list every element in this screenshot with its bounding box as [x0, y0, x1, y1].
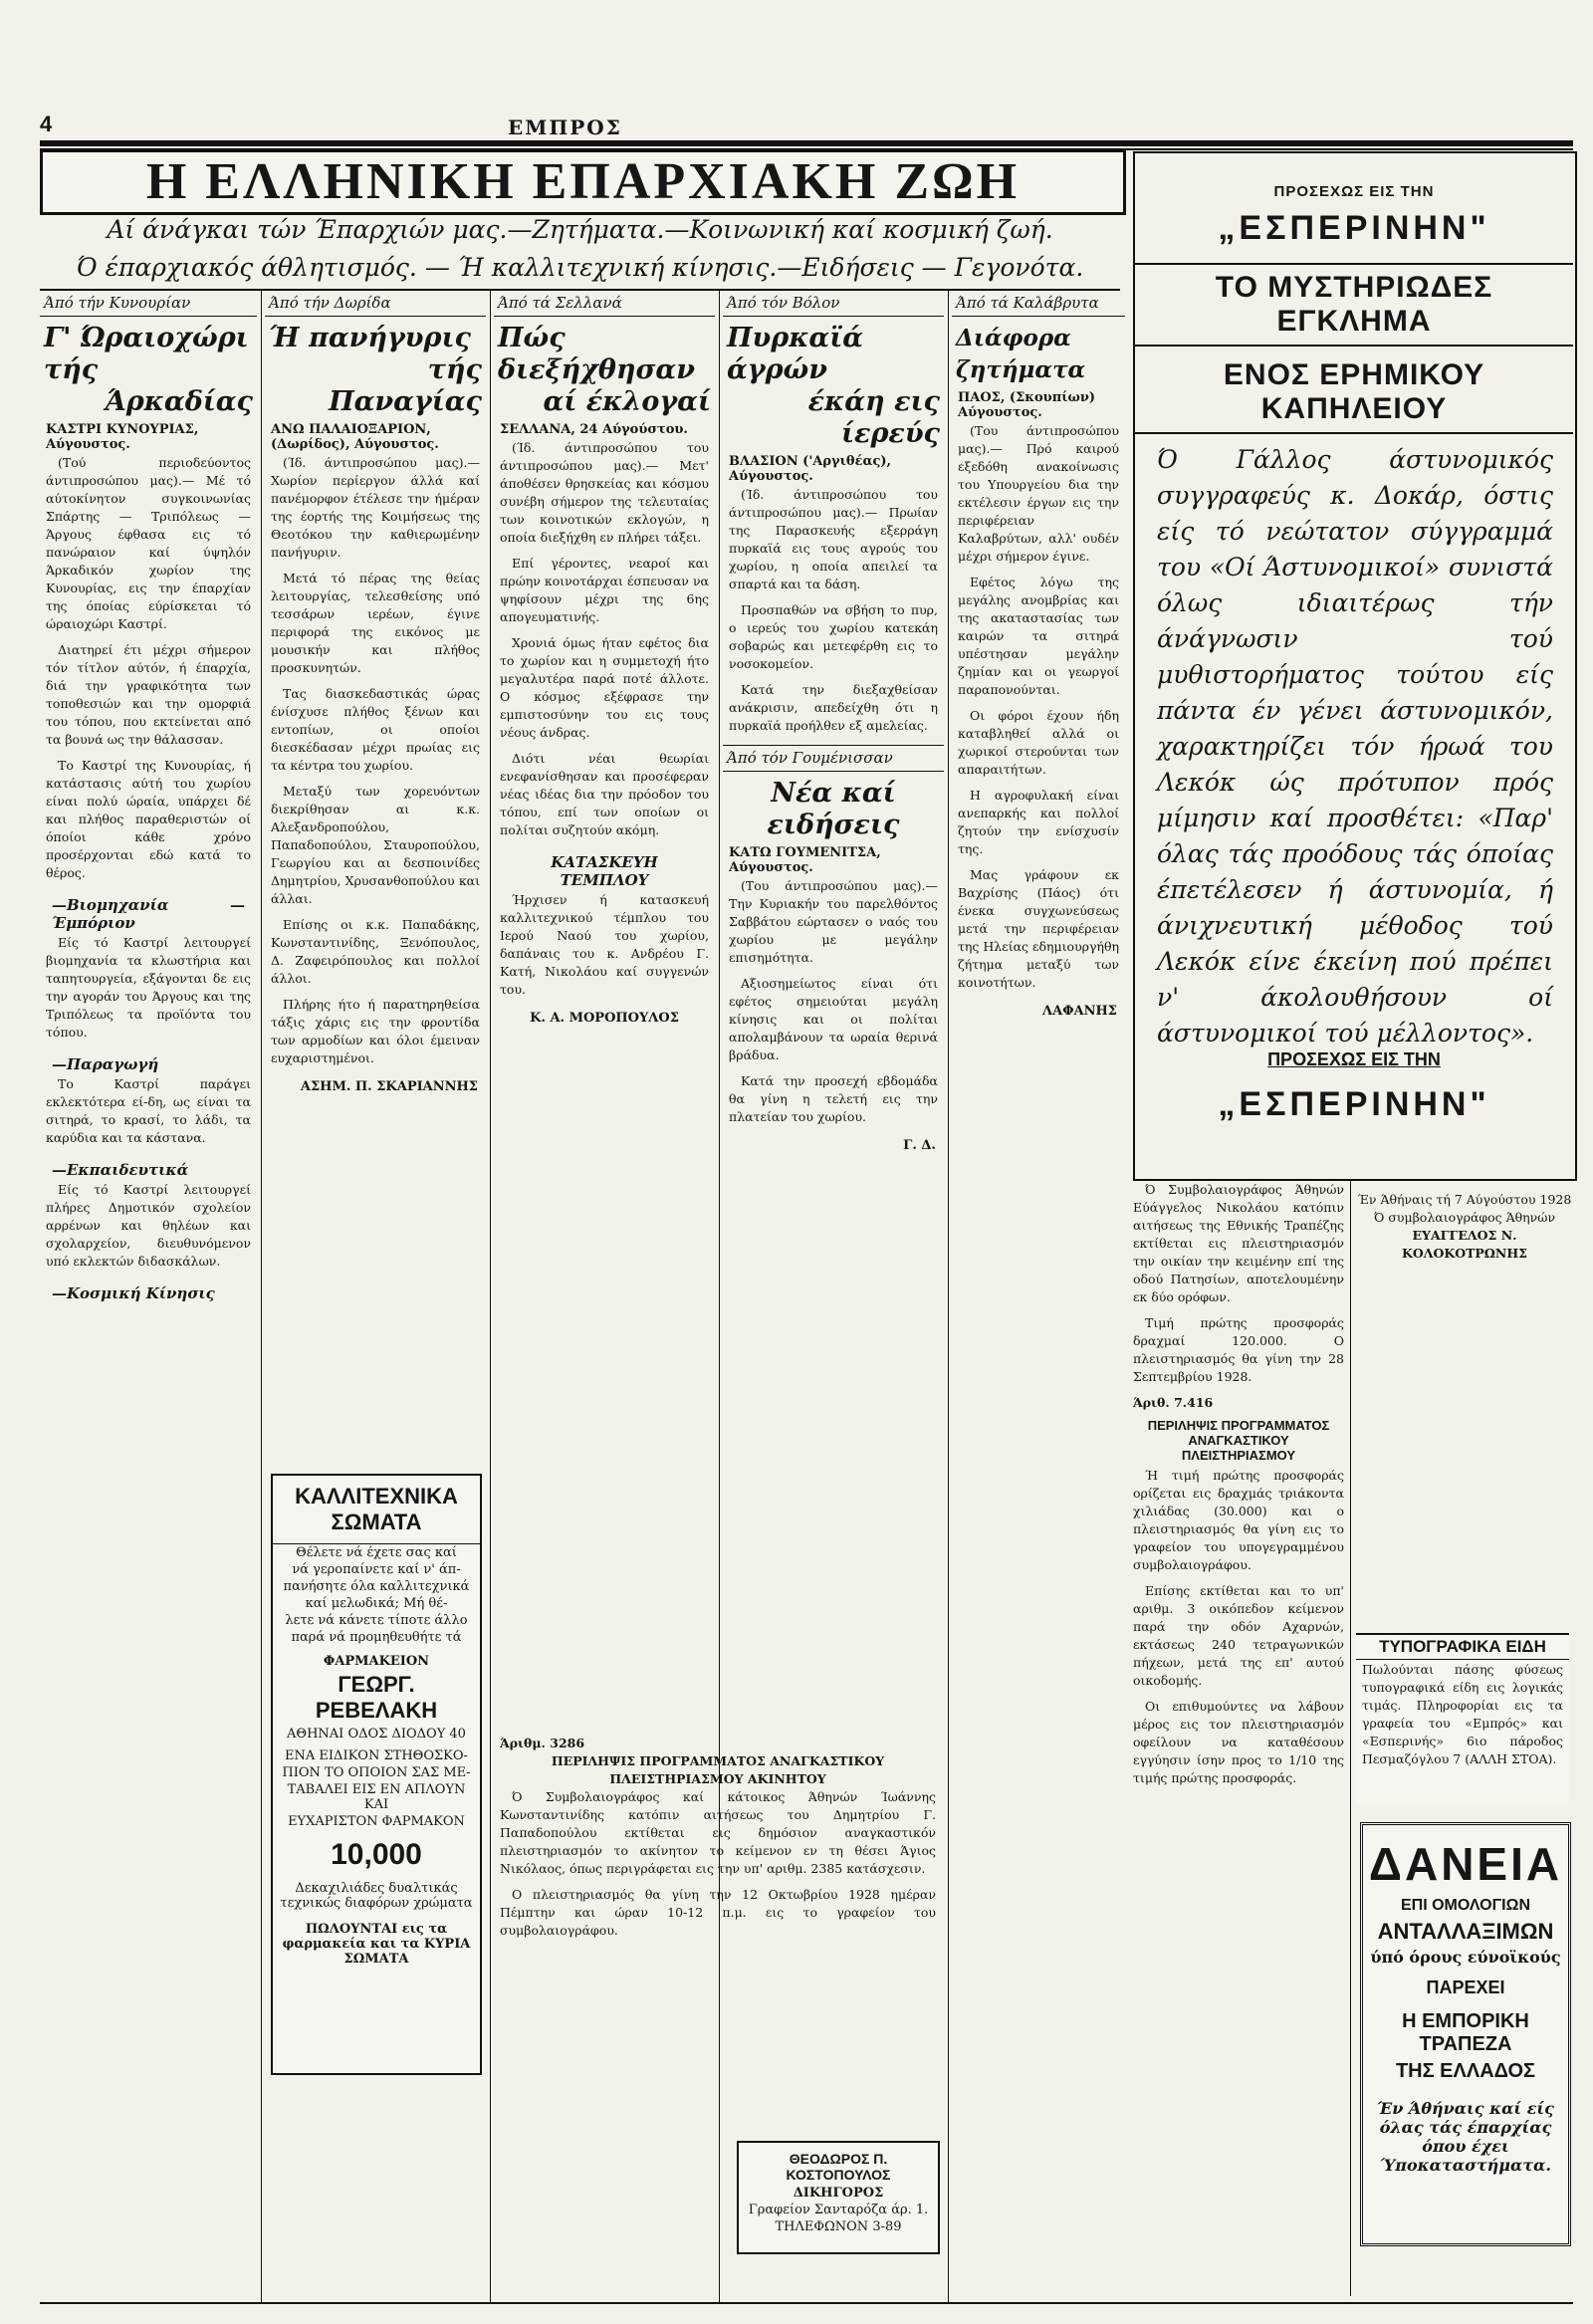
top-rule	[40, 140, 1573, 146]
article-body	[40, 452, 257, 1306]
paragraph: Χρονιά όμως ήταν εφέτος δια το χωρίον και η συμμετοχή ήτο μεγαλυτέρα παρά ποτέ άλλοτε. Ο κόσμος εξέφρασε την εμπιστοσύνην του εις τους νέους άνδρας.	[500, 635, 709, 740]
article-dateline: ΣΕΛΛΑΝΑ, 24 Αύγούστου.	[500, 422, 688, 437]
ad-line: παρά νά προμηθευθήτε τά	[291, 1630, 462, 1645]
subsection-heading: —Παραγωγή	[52, 1055, 159, 1073]
article-signature: ΛΑΦΑΝΗΣ	[1042, 1004, 1117, 1019]
paragraph: Τας διασκεδαστικάς ώρας ένίσχυσε πλήθος ξένων και εντοπίων, οι οποίοι διεσκέδασαν μέχρι πρωίας εις τα κέντρα του χωρίου.	[271, 686, 480, 773]
notice-number: Άριθ. 7.416	[1133, 1395, 1214, 1410]
ad-bank-name: Η ΕΜΠΟΡΙΚΗ ΤΡΑΠΕΖΑ	[1402, 2010, 1529, 2055]
paragraph: Μετά τό πέρας της θείας λειτουργίας, τελεσθείσης υπό τεσσάρων ιερέων, έγινε περιφορά της εικόνος με μουσικήν και πλήθος προσκυνητών.	[271, 571, 480, 675]
article-dateline: ΚΑΣΤΡΙ ΚΥΝΟΥΡΙΑΣ, Αύγουστος.	[46, 422, 199, 452]
ad-line: ΤΑΒΑΛΕΙ ΕΙΣ ΕΝ ΑΠΛΟΥΝ ΚΑΙ	[287, 1782, 466, 1812]
section-label: Άπό τόν Βόλον	[723, 291, 944, 317]
article-dateline: ΠΑΟΣ, (Σκουπίων) Αύγουστος.	[958, 390, 1096, 420]
paragraph: Αξιοσημείωτος είναι ότι εφέτος σημειούται μεγάλη κίνησις και οι πολίται απολαμβάνουν τα ωραία θερινά βράδυα.	[729, 976, 938, 1062]
notice-title: ΠΕΡΙΛΗΨΙΣ ΠΡΟΓΡΑΜΜΑΤΟΣ ΑΝΑΓΚΑΣΤΙΚΟΥ ΠΛΕΙΣΤΗΡΙΑΣΜΟΥ	[1147, 1418, 1330, 1463]
article-headline: Ή πανήγυρις	[269, 323, 471, 353]
ad-text: Πωλούνται πάσης φύσεως τυπογραφικά είδη εις λογικάς τιμάς. Πληροφορίαι εις τα γραφεία του «Εμπρός» και «Εσπερινής» 6ιο πάροδος Πεσμαζόγλου 7 (ΑΛΛΗ ΣΤΟΑ).	[1362, 1662, 1563, 1766]
article-body	[494, 437, 715, 1009]
article-headline: Διάφορα ζητήματα	[956, 325, 1086, 383]
subsection-heading: —Κοσμική Κίνησις	[52, 1284, 215, 1302]
ad-phone: ΤΗΛΕΦΩΝΟΝ 3-89	[775, 2219, 902, 2234]
section-banner	[40, 149, 1126, 215]
ad-kallitexnika-somata	[271, 1474, 482, 2075]
lower-right-column-b	[1356, 1181, 1573, 1609]
page-number: 4	[40, 112, 53, 136]
notice-title: ΠΕΡΙΛΗΨΙΣ ΠΡΟΓΡΑΜΜΑΤΟΣ ΑΝΑΓΚΑΣΤΙΚΟΥ ΠΛΕΙΣΤΗΡΙΑΣΜΟΥ ΑΚΙΝΗΤΟΥ	[551, 1753, 885, 1786]
banner-title: Η ΕΛΛΗΝΙΚΗ ΕΠΑΡΧΙΑΚΗ ΖΩΗ	[145, 153, 1021, 210]
paragraph: Οι επιθυμούντες να λάβουν μέρος εις τον πλειστηριασμόν οφείλουν να καταθέσουν εγγύησιν ίσην προς το 1/10 της τιμής πρώτης προσφοράς.	[1133, 1699, 1344, 1785]
article-dateline: ΑΝΩ ΠΑΛΑΙΟΞΑΡΙΟΝ, (Δωρίδος), Αύγουστος.	[271, 422, 439, 452]
section-label: Άπό τά Καλάβρυτα	[952, 291, 1125, 317]
ad-title: ΤΥΠΟΓΡΑΦΙΚΑ ΕΙΔΗ	[1356, 1635, 1569, 1660]
paragraph: Εφέτος λόγω της μεγάλης ανομβρίας και της ακαταστασίας των καιρών τα σιτηρά υπέστησαν μεγάλην ζημίαν και οι γεωργοί παραπονούνται.	[958, 575, 1119, 697]
subsection-heading: —Βιομηχανία —Έμπόριον	[52, 896, 245, 932]
article-headline-2: τής Παναγίας	[329, 354, 482, 417]
paragraph: (Τού περιοδεύοντος άντιπροσώπου μας).— Μέ τό αύτοκίνητον συγκοινωνίας Σπάρτης — Τριπόλεως — Άργους έφθασα εις τό πανώραιον καί ύψηλόν Άρκαδικόν χωρίον της Κυνουρίας, εις την έπαρχίαν της όποίας εύρίσκεται τό ώραιοχώρι Καστρί.	[46, 455, 251, 631]
column-kynouria	[40, 291, 257, 2322]
ad-name: ΘΕΟΔΩΡΟΣ Π. ΚΟΣΤΟΠΟΥΛΟΣ	[786, 2151, 891, 2183]
paragraph: Διατηρεί έτι μέχρι σήμερον τόν τίτλον αύτόν, ή έπαρχία, διά την γραφικότητα των τοποθεσιών και την ομορφιά του τόπου, που εκτείνεται από τα βουνά ως την θάλασσαν.	[46, 642, 251, 747]
paragraph: Μας γράφουν εκ Βαχρίσης (Πάος) ότι ένεκα συγχωνεύσεως μετά την περιφέρειαν της Ηλείας εδημιουργήθη ζήτημα μεταξύ των κοινοτήτων.	[958, 867, 1119, 990]
paper-name: ΕΜΠΡΟΣ	[508, 116, 622, 139]
ad-role: ΔΙΚΗΓΟΡΟΣ	[793, 2186, 884, 2201]
article-headline: Πώς διεξήχθησαν	[498, 323, 695, 385]
promo-notice-2: ΠΡΟΣΕΧΩΣ ΕΙΣ ΤΗΝ	[1267, 1049, 1441, 1069]
column-divider	[261, 291, 262, 2302]
ad-line: ΕΥΧΑΡΙΣΤΟΝ ΦΑΡΜΑΚΟΝ	[288, 1814, 465, 1829]
paragraph: Ήρχισεν ή κατασκευή καλλιτεχνικού τέμπλου του Ιερού Ναού του χωρίου, δαπάναις του κ. Ανδρέου Γ. Κατή, Νικολάου καί συγγενών του.	[500, 892, 709, 997]
promo-headline-2: ΕΝΟΣ ΕΡΗΜΙΚΟΥ ΚΑΠΗΛΕΙΟΥ	[1135, 352, 1573, 434]
promo-paper: „ΕΣΠΕΡΙΝΗΝ"	[1218, 209, 1490, 247]
ad-typografika	[1356, 1633, 1569, 1804]
esperini-promo-box	[1133, 151, 1577, 1181]
article-dateline: ΒΛΑΣΙΟΝ ('Αργιθέας), Αύγουστος.	[729, 454, 892, 484]
paragraph: Επίσης εκτίθεται και το υπ' αριθμ. 3 οικόπεδον κείμενον παρά την οδόν Αχαρνών, εκτάσεως 240 τετραγωνικών πήχεων, μετά της επ' αυτού οικοδομής.	[1133, 1583, 1344, 1688]
ad-amount: 10,000	[331, 1838, 422, 1871]
paragraph: Μεταξύ των χορευόντων διεκρίθησαν αι κ.κ. Αλεξανδροπούλου, Παπαδοπούλου, Σταυροπούλου, Γεωργίου και αι δεσποινίδες Δημητρίου, Χρυσανθοπούλου και άλλαι.	[271, 784, 480, 906]
ad-amount-note: Δεκαχιλιάδες δυαλτικάς τεχνικώς διαφόρων χρώματα	[280, 1881, 473, 1911]
article-body	[952, 420, 1125, 1002]
article-body	[723, 484, 944, 745]
legal-notice-body	[494, 1733, 942, 1950]
paragraph: (Του άντιπροσώπου μας).— Την Κυριακήν του παρελθόντος Σαββάτου εώρτασεν ο ναός του χωρίου με μεγάλην επισημότητα.	[729, 878, 938, 965]
paragraph: Το Καστρί της Κυνουρίας, ή κατάστασις αύτή του χωρίου είναι πολύ ώραία, υπάρχει δέ και πλήθος παραθεριστών οί όποίοι κάθε χρόνο προσέρχονται εδώ κατά το θέρος.	[46, 758, 251, 880]
lower-right-column-a	[1133, 1181, 1344, 2276]
subsection-heading: ΚΑΤΑΣΚΕΥΗ ΤΕΜΠΛΟΥ	[551, 853, 658, 889]
ad-line: ΕΠΙ ΟΜΟΛΟΓΙΩΝ	[1400, 1897, 1531, 1914]
ad-line: ΕΝΑ ΕΙΔΙΚΟΝ ΣΤΗΘΟΣΚΟ-	[285, 1748, 468, 1763]
promo-paper-2: „ΕΣΠΕΡΙΝΗΝ"	[1218, 1085, 1490, 1123]
ad-line: ΑΝΤΑΛΛΑΞΙΜΩΝ	[1377, 1919, 1554, 1944]
ad-branches: Έν Άθήναις καί είς όλας τάς έπαρχίας όπου έχει Ύποκαταστήματα.	[1377, 2099, 1554, 2175]
column-divider	[1350, 1181, 1351, 2296]
ad-line: Θέλετε νά έχετε σας καί	[296, 1545, 457, 1560]
paragraph: Κατά την προσεχή εβδομάδα θα γίνη η τελετή εις την πλατείαν του χωρίου.	[729, 1073, 938, 1124]
banner-subtitle-2: Ό έπαρχιακός άθλητισμός. — Ή καλλιτεχνική κίνησις.—Ειδήσεις — Γεγονότα.	[76, 253, 1084, 282]
paragraph: (Ίδ. άντιπροσώπου του άντιπροσώπου μας).— Πρωίαν της Παρασκευής εξερράγη πυρκαϊά εις τους αγρούς του χωρίου, η οποία απειλεί τα σπαρτά και τα δάση.	[729, 487, 938, 591]
article-headline-2: Άρκαδίας	[105, 386, 253, 417]
article-headline-2: έκάη εις ίερεύς	[807, 386, 940, 449]
banner-subtitle-1: Αί άνάγκαι τών Έπαρχιών μας.—Ζητήματα.—Κοινωνική καί κοσμική ζωή.	[107, 215, 1053, 244]
notice-number: Άριθμ. 3286	[500, 1736, 585, 1750]
ad-title: ΔΑΝΕΙΑ	[1368, 1838, 1563, 1890]
ad-address: ΑΘΗΝΑΙ ΟΔΟΣ ΔΙΟΔΟΥ 40	[287, 1727, 466, 1742]
masthead	[40, 112, 1115, 141]
ad-line: ΠΙΟΝ ΤΟ ΟΠΟΙΟΝ ΣΑΣ ΜΕ-	[282, 1765, 471, 1780]
legal-notice-block	[494, 1733, 942, 2061]
paragraph: Πλήρης ήτο ή παρατηρηθείσα τάξις χάρις εις την φροντίδα των αρμοδίων και όλοι έμειναν ευχαριστημένοι.	[271, 997, 480, 1065]
section-label: Άπό τόν Γουμένισσαν	[723, 745, 944, 772]
article-headline-2: αί έκλογαί	[543, 386, 711, 417]
promo-notice: ΠΡΟΣΕΧΩΣ ΕΙΣ ΤΗΝ	[1273, 183, 1435, 200]
bottom-rule	[40, 2302, 1573, 2304]
promo-text: Ό Γάλλος άστυνομικός συγγραφεύς κ. Δοκάρ, όστις είς τό νεώτατον σύγγραμμά του «Οί Άστυνομικοί» συνιστά όλως ιδιαιτέρως τήν άνάγνωσιν τού μυθιστορήματος τούτου είς πάντα έν γένει άστυνομικόν, χαρακτηρίζει τόν ήρωά του Λεκόκ ώς πρότυπον πρός μίμησιν καί προσθέτει: «Παρ' όλας τάς προόδους τάς όποίας έπετέλεσεν ή άστυνομία, ή άνιχνευτική μέθοδος τού Λεκόκ είνε έκείνη πού πρέπει ν' άκολουθήσουν οί άστυνομικοί τού μέλλοντος».	[1157, 445, 1553, 1047]
ad-pharmacy-name: ΓΕΩΡΓ. ΡΕΒΕΛΑΚΗ	[315, 1672, 438, 1723]
article-headline: Νέα καί ειδήσεις	[767, 778, 900, 840]
ad-line: νά γεροπαίνετε καί ν' άπ-	[292, 1562, 461, 1577]
ad-bank-name-2: ΤΗΣ ΕΛΛΑΔΟΣ	[1395, 2060, 1536, 2082]
paragraph: Οι φόροι έχουν ήδη καταβληθεί αλλά οι χωρικοί στερούνται των απαραιτήτων.	[958, 708, 1119, 777]
paragraph: Τιμή πρώτης προσφοράς δραχμαί 120.000. Ο πλειστηριασμός θα γίνη την 28 Σεπτεμβρίου 1928.	[1133, 1315, 1344, 1384]
paragraph: Ο πλειστηριασμός θα γίνη την 12 Οκτωβρίου 1928 ημέραν Πέμπτην και ώραν 10-12 π.μ. εις το γραφείον του συμβολαιογράφου.	[500, 1887, 936, 1938]
paragraph: (Του άντιπροσώπου μας).— Πρό καιρού εξεδόθη ανακοίνωσις του Υπουργείου δια την εκτέλεσιν έργων εις την περιφέρειαν Καλαβρύτων, αλλ' ουδέν μέχρι σήμερον έγινε.	[958, 423, 1119, 564]
ad-line: πανήσητε όλα καλλιτεχνικά	[283, 1579, 470, 1594]
ad-line: καί μελωδικά; Μή θέ-	[305, 1596, 448, 1611]
ad-footer: ΠΩΛΟΥΝΤΑΙ εις τα φαρμακεία και τα ΚΥΡΙΑ ΣΩΜΑΤΑ	[282, 1922, 471, 1967]
ad-kostopoulos	[737, 2141, 940, 2254]
paragraph: Διότι νέαι θεωρίαι ενεφανίσθησαν και προσέφεραν νέας ιδέας δια την πρόοδον του τόπου, επί των οποίων οι πολίται συζητούν ακόμη.	[500, 751, 709, 837]
paragraph: Ό Συμβολαιογράφος Άθηνών Εύάγγελος Νικολάου κατόπιν αιτήσεως της Εθνικής Τραπέζης εκτίθεται εις πλειστηριασμόν την οικίαν την κειμένην επί της οδού Πατησίων, αποτελουμένην εκ δύο ορόφων.	[1133, 1182, 1344, 1304]
article-dateline: ΚΑΤΩ ΓΟΥΜΕΝΙΤΣΑ, Αύγουστος.	[729, 845, 881, 875]
article-signature: Γ. Δ.	[903, 1138, 936, 1153]
paragraph: Είς τό Καστρί λειτουργεί πλήρες Δημοτικόν σχολείον αρρένων και θηλέων και σχολαρχείον, διευθυνόμενον υπό εκλεκτών διδασκάλων.	[46, 1182, 251, 1269]
paragraph: Είς τό Καστρί λειτουργεί βιομηχανία τα κλωστήρια και ταπητουργεία, εξάγονται δε εις την αγοράν του Άργους και της Τριπόλεως τα προϊόντα του τόπου.	[46, 935, 251, 1040]
promo-headline-1: ΤΟ ΜΥΣΤΗΡΙΩΔΕΣ ΕΓΚΛΗΜΑ	[1135, 263, 1573, 347]
column-sellana	[494, 291, 715, 1725]
article-signature: Κ. Α. ΜΟΡΟΠΟΥΛΟΣ	[530, 1011, 679, 1026]
ad-line: λετε νά κάνετε τίποτε άλλο	[285, 1613, 468, 1628]
column-divider	[948, 291, 949, 2302]
column-doris	[265, 291, 486, 1406]
ad-line: ΠΑΡΕΧΕΙ	[1426, 1977, 1505, 1997]
paragraph: Επίσης οι κ.κ. Παπαδάκης, Κωνσταντινίδης, Ξενόπουλος, Δ. Ζαφειρόπουλος και πολλοί άλλοι.	[271, 917, 480, 986]
notice-signer: ΕΥΑΓΓΕΛΟΣ Ν. ΚΟΛΟΚΟΤΡΩΝΗΣ	[1402, 1228, 1527, 1261]
column-kalavryta	[952, 291, 1125, 1147]
section-label: Άπό τήν Κυνουρίαν	[40, 291, 257, 317]
paragraph: Το Καστρί παράγει εκλεκτότερα εί-δη, ως είναι τα σιτηρά, το κρασί, το λάδι, τα καρύδια και τα κάστανα.	[46, 1076, 251, 1145]
article-signature: ΑΣΗΜ. Π. ΣΚΑΡΙΑΝΝΗΣ	[300, 1079, 478, 1094]
ad-title: ΚΑΛΛΙΤΕΧΝΙΚΑ ΣΩΜΑΤΑ	[273, 1476, 480, 1544]
paragraph: Ή τιμή πρώτης προσφοράς ορίζεται εις δραχμάς τριάκοντα χιλιάδας (30.000) και ο πλειστηριασμός θα γίνη εις το γραφείον του υπογεγραμμένου συμβολαιογράφου.	[1133, 1468, 1344, 1572]
section-label: Άπό τά Σελλανά	[494, 291, 715, 317]
notice-signer-role: Ό συμβολαιογράφος Άθηνών	[1373, 1210, 1556, 1225]
paragraph: Ό Συμβολαιογράφος καί κάτοικος Άθηνών Ίωάννης Κωνσταντινίδης κατόπιν αιτήσεως του Δημητρίου Γ. Παπαδοπούλου εκτίθεται εις δημόσιον αναγκαστικόν πλειστηριασμόν το ακίνητον το κείμενον εν τη θέσει Άγιος Νικόλαος, όπως περιγράφεται εις την υπ' αριθμ. 2385 κατάσχεσιν.	[500, 1789, 936, 1876]
column-volos	[723, 291, 944, 1655]
paragraph: Προσπαθών να σβήση το πυρ, ο ιερεύς του χωρίου κατεκάη σοβαρώς και μετεφέρθη εις το νοσοκομείον.	[729, 602, 938, 671]
paragraph: (Ίδ. άντιπροσώπου του άντιπροσώπου μας).— Μετ' άποθέσεν θρησκείας και κόσμου συνέβη σήμερον της τελευταίας των κοινοτικών εκλογών, η οποία διεξήχθη εν πλήρει τάξει.	[500, 440, 709, 545]
article-headline: Γ' Ώραιοχώρι τής	[44, 323, 249, 385]
paragraph: Η αγροφυλακή είναι ανεπαρκής και πολλοί ζητούν την ενίσχυσίν της.	[958, 788, 1119, 856]
paragraph: (Ίδ. άντιπροσώπου μας).— Χωρίον περίεργον άλλά καί πανέμορφον έτέλεσε την ήμέραν της έορτής της Κοιμήσεως της Θεοτόκου την καθιερωμένην πανήγυριν.	[271, 455, 480, 560]
article-body	[265, 452, 486, 1077]
column-divider	[490, 291, 491, 2302]
notice-date: Έν Άθήναις τή 7 Αύγούστου 1928	[1357, 1192, 1572, 1207]
article-headline: Πυρκαϊά άγρών	[727, 323, 864, 385]
ad-pharmacy-label: ΦΑΡΜΑΚΕΙΟΝ	[323, 1654, 430, 1669]
paragraph: Κατά την διεξαχθείσαν ανάκρισιν, απεδείχθη ότι η πυρκαϊά προήλθεν εξ αμελείας.	[729, 682, 938, 733]
article-body	[723, 875, 944, 1136]
subsection-heading: —Εκπαιδευτικά	[52, 1161, 189, 1179]
ad-daneia	[1360, 1822, 1571, 2246]
ad-office: Γραφείον Σανταρόζα άρ. 1.	[748, 2203, 929, 2217]
paragraph: Επί γέροντες, νεαροί και πρώην κοινοτάρχαι έσπευσαν να ψηφίσουν μέχρι της 6ης απογευματινής.	[500, 556, 709, 624]
section-label: Άπό τήν Δωρίδα	[265, 291, 486, 317]
ad-line: ύπό όρους εύνοϊκούς	[1370, 1948, 1561, 1967]
